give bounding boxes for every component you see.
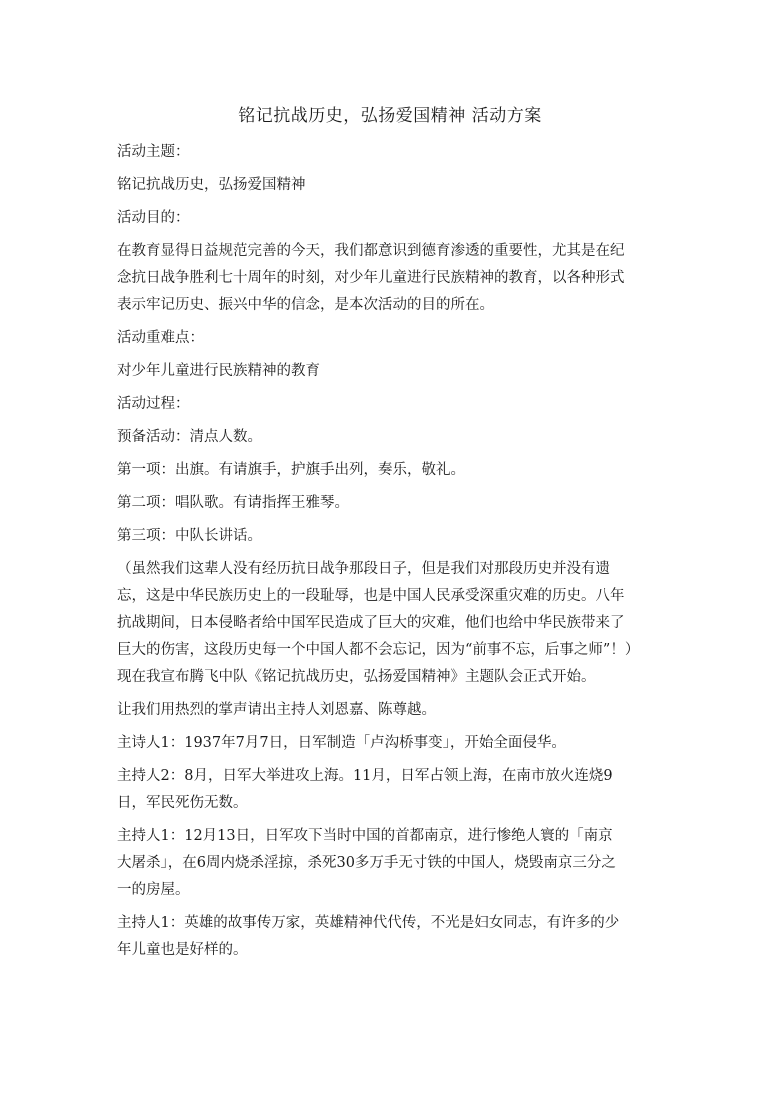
document-body <box>117 139 665 964</box>
text-line: 主持人2：8月，日军大举进攻上海。11月，日军占领上海，在南市放火连烧9 <box>117 768 613 784</box>
text-line: 现在我宣布腾飞中队《铭记抗战历史，弘扬爱国精神》主题队会正式开始。 <box>117 669 596 685</box>
text-line: 抗战期间，日本侵略者给中国军民造成了巨大的灾难，他们也给中华民族带来了 <box>117 615 625 631</box>
text-line: 在教育显得日益规范完善的今天，我们都意识到德育渗透的重要性，尤其是在纪 <box>117 243 625 259</box>
text-line: 第二项：唱队歌。有请指挥王雅琴。 <box>117 495 349 511</box>
text-line: 年儿童也是好样的。 <box>117 942 248 958</box>
document-title: 铭记抗战历史，弘扬爱国精神 活动方案 <box>238 106 542 126</box>
text-line: 第一项：出旗。有请旗手，护旗手出列，奏乐，敬礼。 <box>117 462 465 478</box>
text-line: 主持人1：12月13日，日军攻下当时中国的首都南京，进行惨绝人寰的「南京 <box>117 828 613 844</box>
text-line: 大屠杀」，在6周内烧杀淫掠，杀死30多万手无寸铁的中国人，烧毁南京三分之 <box>117 855 616 871</box>
text-line: 活动主题： <box>117 144 190 160</box>
text-line: 巨大的伤害，这段历史每一个中国人都不会忘记，因为“前事不忘，后事之师”！） <box>117 642 640 658</box>
text-line: 主持人1：英雄的故事传万家，英雄精神代代传，不光是妇女同志，有许多的少 <box>117 915 620 931</box>
text-line: 第三项：中队长讲话。 <box>117 528 262 544</box>
text-line: 表示牢记历史、振兴中华的信念，是本次活动的目的所在。 <box>117 297 494 313</box>
text-line: 日，军民死伤无数。 <box>117 795 248 811</box>
text-line: 忘，这是中华民族历史上的一段耻辱，也是中国人民承受深重灾难的历史。八年 <box>117 588 625 604</box>
text-line: 念抗日战争胜利七十周年的时刻，对少年儿童进行民族精神的教育，以各种形式 <box>117 270 625 286</box>
text-line: 让我们用热烈的掌声请出主持人刘恩嘉、陈尊越。 <box>117 702 436 718</box>
text-line: 预备活动：清点人数。 <box>117 429 262 445</box>
text-line: 活动目的： <box>117 210 190 226</box>
text-line: 一的房屋。 <box>117 882 190 898</box>
text-line: 主诗人1：1937年7月7日，日军制造「卢沟桥事变」，开始全面侵华。 <box>117 735 566 751</box>
text-line: 铭记抗战历史，弘扬爱国精神 <box>117 177 306 193</box>
text-line: （虽然我们这辈人没有经历抗日战争那段日子，但是我们对那段历史并没有遗 <box>117 561 610 577</box>
text-line: 活动过程： <box>117 396 190 412</box>
text-line: 活动重难点： <box>117 330 204 346</box>
text-line: 对少年儿童进行民族精神的教育 <box>117 363 320 379</box>
